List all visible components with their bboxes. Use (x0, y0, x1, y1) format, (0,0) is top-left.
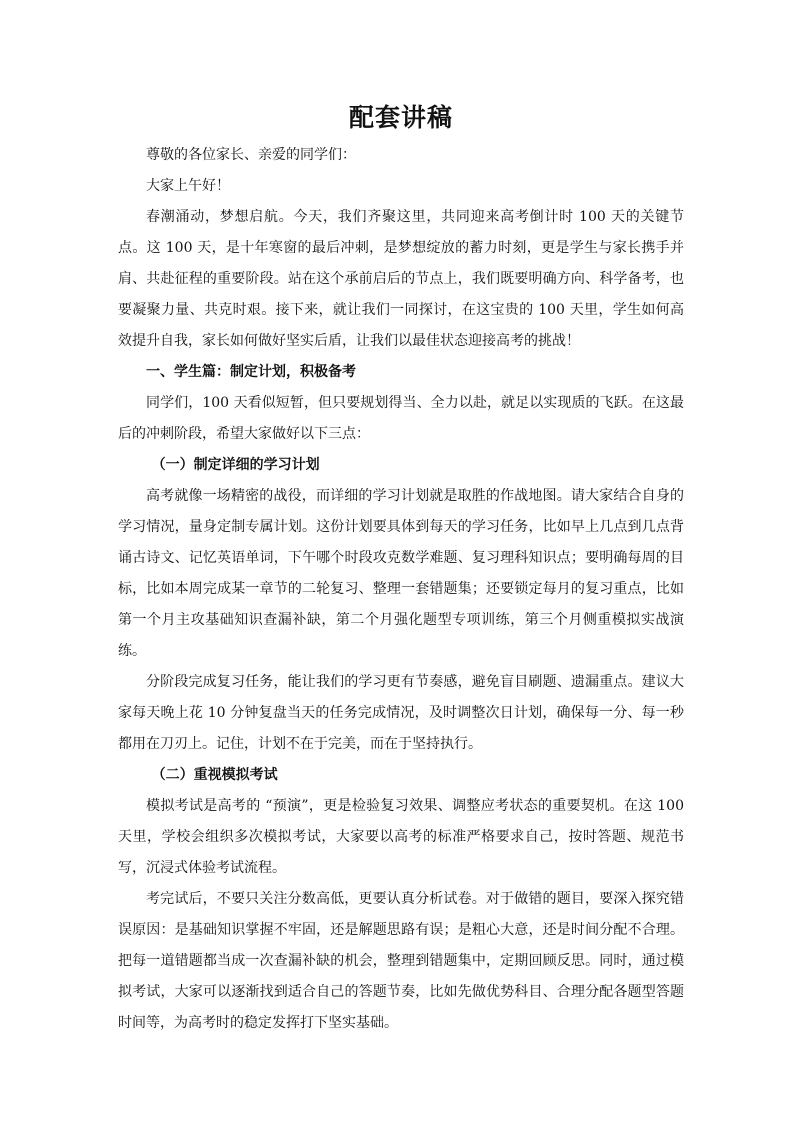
page-title: 配套讲稿 (348, 103, 453, 132)
subsection2-paragraph-2: 考完试后，不要只关注分数高低，更要认真分析试卷。对于做错的题目，要深入探究错误原因：是基础知识掌握不牢固，还是解题思路有误；是粗心大意，还是时间分配不合理。把每一道错题都当成一次查漏补缺的机会，整理到错题集中，定期回顾反思。同时，通过模拟考试，大家可以逐渐找到适合自己的答题节奏，比如先做优势科目、合理分配各题型答题时间等，为高考时的稳定发挥打下坚实基础。 (118, 891, 684, 1031)
document-page (118, 98, 684, 1039)
subsection1-paragraph-1: 高考就像一场精密的战役，而详细的学习计划就是取胜的作战地图。请大家结合自身的学习情况，量身定制专属计划。这份计划要具体到每天的学习任务，比如早上几点到几点背诵古诗文、记忆英语单词，下午哪个时段攻克数学难题、复习理科知识点；要明确每周的目标，比如本周完成某一章节的二轮复习、整理一套错题集；还要锁定每月的复习重点，比如第一个月主攻基础知识查漏补缺，第二个月强化题型专项训练，第三个月侧重模拟实战演练。 (118, 488, 684, 659)
hello-line: 大家上午好！ (146, 178, 230, 194)
subsection1-paragraph-2: 分阶段完成复习任务，能让我们的学习更有节奏感，避免盲目刷题、遗漏重点。建议大家每天晚上花 10 分钟复盘当天的任务完成情况，及时调整次日计划，确保每一分、每一秒都用在刀刃上。记住，计划不在于完美，而在于坚持执行。 (118, 674, 684, 752)
subsection2-heading: （二）重视模拟考试 (151, 767, 278, 783)
section1-heading: 一、学生篇：制定计划，积极备考 (146, 364, 356, 380)
section1-intro-paragraph: 同学们，100 天看似短暂，但只要规划得当、全力以赴，就足以实现质的飞跃。在这最后的冲刺阶段，希望大家做好以下三点： (118, 395, 684, 442)
intro-paragraph: 春潮涌动，梦想启航。今天，我们齐聚这里，共同迎来高考倒计时 100 天的关键节点。这 100 天，是十年寒窗的最后冲刺，是梦想绽放的蓄力时刻，更是学生与家长携手并肩、共赴征程的重要阶段。站在这个承前启后的节点上，我们既要明确方向、科学备考，也要凝聚力量、共克时艰。接下来，就让我们一同探讨，在这宝贵的 100 天里，学生如何高效提升自我，家长如何做好坚实后盾，让我们以最佳状态迎接高考的挑战！ (118, 209, 684, 349)
subsection1-heading: （一）制定详细的学习计划 (151, 457, 320, 473)
subsection2-paragraph-1: 模拟考试是高考的 “预演”，更是检验复习效果、调整应考状态的重要契机。在这 100 天里，学校会组织多次模拟考试，大家要以高考的标准严格要求自己，按时答题、规范书写，沉浸式体验考试流程。 (118, 798, 684, 876)
greeting-line: 尊敬的各位家长、亲爱的同学们： (146, 147, 356, 163)
